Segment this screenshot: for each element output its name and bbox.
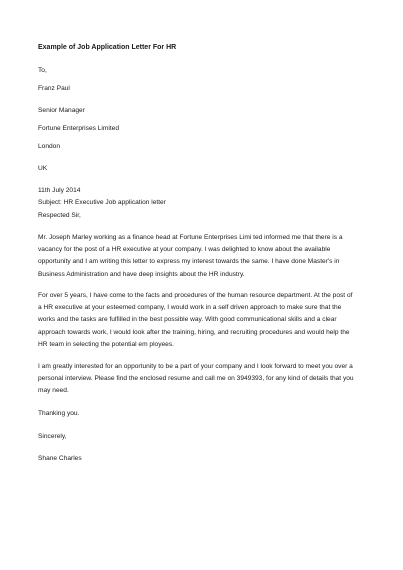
paragraph-line: opportunity and I am writing this letter to express my interest towards the same. I have done Master's in (38, 258, 340, 266)
city: London (38, 143, 61, 150)
paragraph-closing (38, 361, 383, 398)
paragraph-line: works and the tasks are fulfilled in the best possible way. With good communicational skills and a clear (38, 316, 337, 324)
paragraph-line: I am greatly interested for an opportunity to be a part of your company and I look forward to meet you over a (38, 363, 353, 370)
paragraph-line: Mr. Joseph Marley working as a finance head at Fortune Enterprises Limi ted informed me that there is a (38, 234, 343, 241)
letter-title: Example of Job Application Letter For HR (38, 44, 177, 51)
letter-date: 11th July 2014 (38, 187, 81, 194)
paragraph-line: may need. (38, 387, 69, 395)
signature-name: Shane Charles (38, 455, 82, 462)
paragraph-line: approach towards work, I would look after the training, hiring, and recruiting procedures and would help the (38, 328, 350, 336)
subject-line: Subject: HR Executive Job application letter (38, 199, 166, 206)
closing-line: Sincerely, (38, 433, 67, 440)
paragraph-line: HR team in selecting the potential em ployees. (38, 340, 174, 348)
paragraph-line: personal interview. Please find the enclosed resume and call me on 3949393, for any kind of details that you (38, 375, 354, 383)
thanks-line: Thanking you. (38, 410, 80, 417)
paragraph-line: a HR executive at your esteemed company, I would work in a self driven approach to make sure that the (38, 304, 342, 312)
paragraph-line: vacancy for the post of a HR executive at your company. I was delighted to know about the available (38, 246, 331, 254)
to-line: To, (38, 67, 47, 74)
recipient-title: Senior Manager (38, 107, 85, 114)
company-name: Fortune Enterprises Limited (38, 125, 119, 132)
paragraph-line: For over 5 years, I have come to the facts and procedures of the human resource department. At the post of (38, 292, 353, 299)
country: UK (38, 165, 48, 172)
paragraph-line: Business Administration and have deep insights about the HR industry. (38, 270, 245, 278)
paragraph-intro (38, 232, 383, 281)
paragraph-experience (38, 290, 383, 351)
salutation: Respected Sir, (38, 212, 81, 219)
recipient-name: Franz Paul (38, 85, 70, 92)
